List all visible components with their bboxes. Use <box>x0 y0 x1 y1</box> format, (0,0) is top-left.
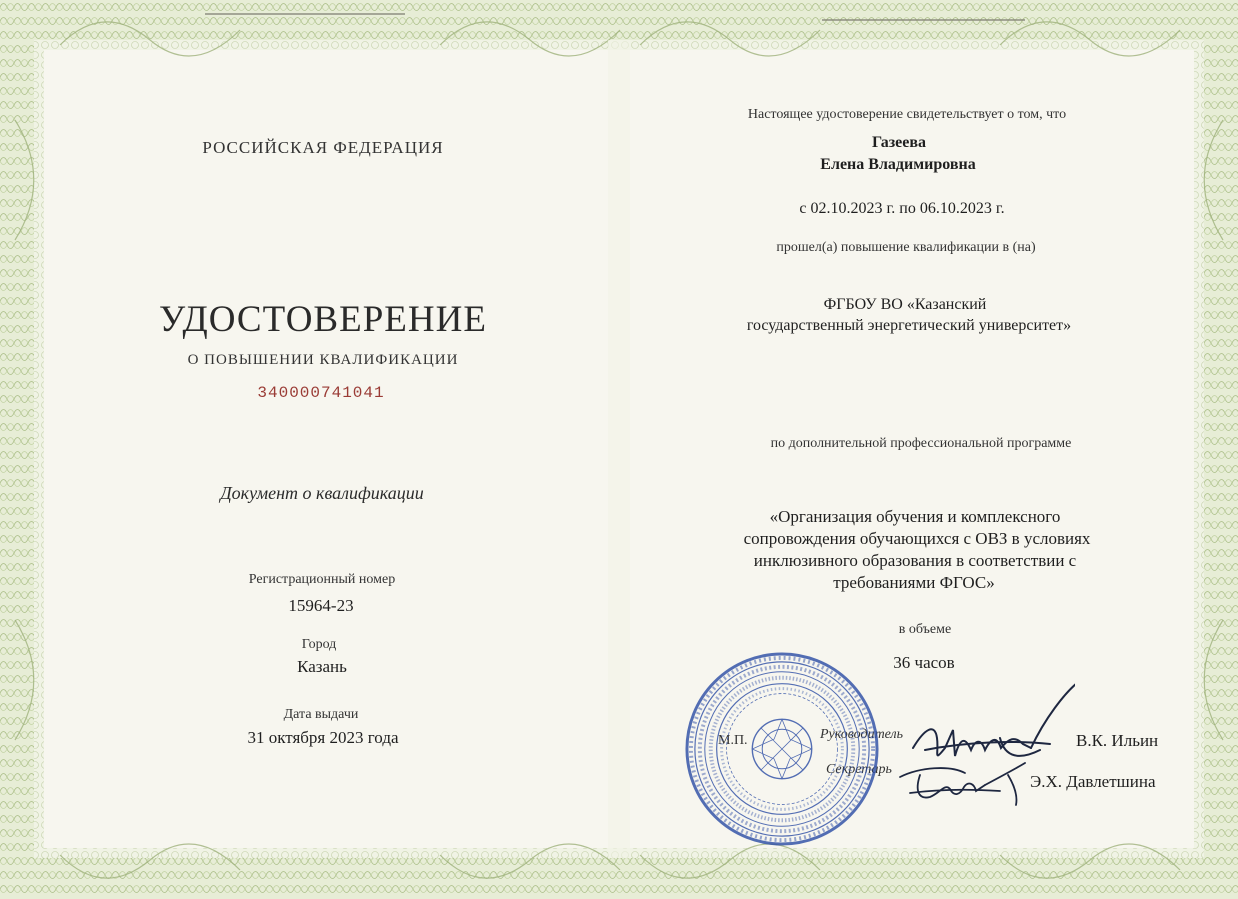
program-line-3: инклюзивного образования в соответствии с <box>753 551 1077 570</box>
secretary-name: Э.Х. Давлетшина <box>1030 772 1156 791</box>
secretary-label: Секретарь <box>826 762 892 777</box>
reg-number-label: Регистрационный номер <box>248 572 396 587</box>
program-line-2: сопровождения обучающихся с ОВЗ в условиях <box>743 529 1091 548</box>
given-name: Елена Владимировна <box>820 156 976 173</box>
institution-line-2: государственный энергетический университет» <box>746 317 1072 334</box>
head-name: В.К. Ильин <box>1076 731 1159 750</box>
seal-place-label: М.П. <box>718 733 748 748</box>
official-seal-stamp <box>683 650 881 848</box>
surname: Газеева <box>871 134 927 151</box>
program-line-4: требованиями ФГОС» <box>833 573 995 592</box>
program-line-1: «Организация обучения и комплексного <box>769 507 1061 526</box>
city: Казань <box>297 657 347 676</box>
city-label: Город <box>301 637 337 652</box>
intro-text: Настоящее удостоверение свидетельствует о том, что <box>747 107 1067 122</box>
volume-label: в объеме <box>898 622 952 637</box>
study-period: с 02.10.2023 г. по 06.10.2023 г. <box>799 200 1005 217</box>
country-heading: РОССИЙСКАЯ ФЕДЕРАЦИЯ <box>202 138 444 157</box>
institution-line-1: ФГБОУ ВО «Казанский <box>823 296 987 313</box>
document-type: Документ о квалификации <box>220 483 424 503</box>
program-intro: по дополнительной профессиональной программе <box>770 436 1072 451</box>
reg-number: 15964-23 <box>288 596 354 615</box>
document-subtitle: О ПОВЫШЕНИИ КВАЛИФИКАЦИИ <box>187 352 459 368</box>
secretary-signature <box>890 755 1040 815</box>
head-label: Руководитель <box>820 727 904 742</box>
document-title: УДОСТОВЕРЕНИЕ <box>159 299 487 340</box>
completed-text: прошел(а) повышение квалификации в (на) <box>776 240 1036 255</box>
issue-date: 31 октября 2023 года <box>247 728 399 747</box>
issue-date-label: Дата выдачи <box>283 707 359 722</box>
serial-number: 340000741041 <box>257 384 385 402</box>
volume-value: 36 часов <box>893 653 955 672</box>
